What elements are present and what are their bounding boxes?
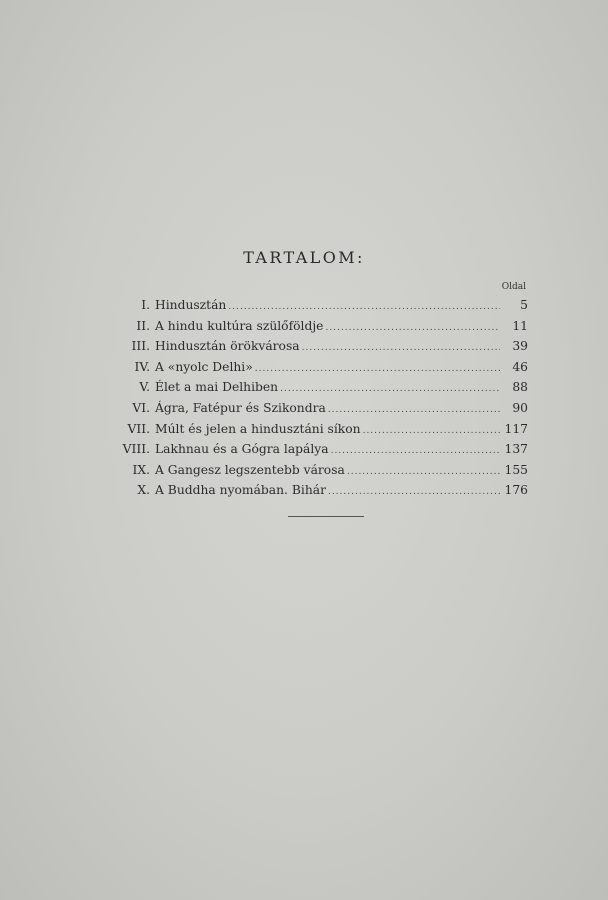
toc-entry (100, 378, 528, 399)
toc-entry (100, 358, 528, 379)
toc-entry-title: Hindusztán (155, 298, 227, 312)
toc-entry-page: 155 (504, 462, 528, 477)
toc-entry-number: V. (139, 380, 150, 395)
toc-entry (100, 481, 528, 502)
dot-leader (325, 319, 500, 338)
toc-entry (100, 420, 528, 441)
toc-entry-page: 11 (512, 318, 528, 333)
toc-entry-number: VIII. (122, 442, 150, 457)
page-title: TARTALOM: (243, 248, 365, 267)
toc-entry-title: Múlt és jelen a hindusztáni síkon (155, 421, 361, 436)
toc-entry-number: I. (141, 298, 150, 312)
toc-entry (100, 337, 528, 358)
toc-entry-title: A hindu kultúra szülőföldje (155, 318, 324, 333)
toc-entry-number: IV. (134, 359, 150, 374)
toc-entry-number: X. (137, 483, 150, 498)
dot-leader (347, 463, 500, 482)
toc-entry-page: 5 (520, 298, 528, 312)
divider-rule (288, 516, 364, 517)
table-of-contents (100, 296, 528, 502)
toc-entry-number: III. (131, 339, 150, 354)
toc-entry (100, 296, 528, 317)
dot-leader (328, 401, 500, 420)
dot-leader (255, 360, 500, 379)
page-column-label: Oldal (501, 282, 526, 292)
dot-leader (328, 483, 500, 502)
toc-entry-title: A Buddha nyomában. Bihár (155, 483, 326, 498)
toc-entry-title: A Gangesz legszentebb városa (155, 462, 345, 477)
dot-leader (302, 339, 500, 358)
toc-entry (100, 440, 528, 461)
toc-entry (100, 399, 528, 420)
toc-entry-title: A «nyolc Delhi» (155, 359, 253, 374)
toc-entry-page: 117 (504, 421, 528, 436)
toc-entry-number: IX. (132, 462, 150, 477)
toc-entry-number: II. (136, 318, 150, 333)
toc-entry-title: Hindusztán örökvárosa (155, 339, 300, 354)
toc-entry-title: Ágra, Fatépur és Szikondra (155, 400, 326, 415)
toc-entry-page: 39 (512, 339, 528, 354)
toc-entry-title: Élet a mai Delhiben (155, 380, 279, 395)
toc-entry-page: 88 (512, 380, 528, 395)
toc-entry-page: 90 (512, 400, 528, 415)
toc-entry-title: Lakhnau és a Gógra lapálya (155, 442, 329, 457)
toc-entry (100, 317, 528, 338)
dot-leader (228, 298, 500, 317)
toc-entry-page: 176 (504, 483, 528, 498)
toc-entry-page: 46 (512, 359, 528, 374)
toc-entry-number: VII. (127, 421, 150, 436)
toc-entry-number: VI. (132, 400, 150, 415)
dot-leader (331, 442, 500, 461)
toc-entry (100, 461, 528, 482)
toc-entry-page: 137 (504, 442, 528, 457)
dot-leader (363, 422, 500, 441)
dot-leader (280, 380, 500, 399)
